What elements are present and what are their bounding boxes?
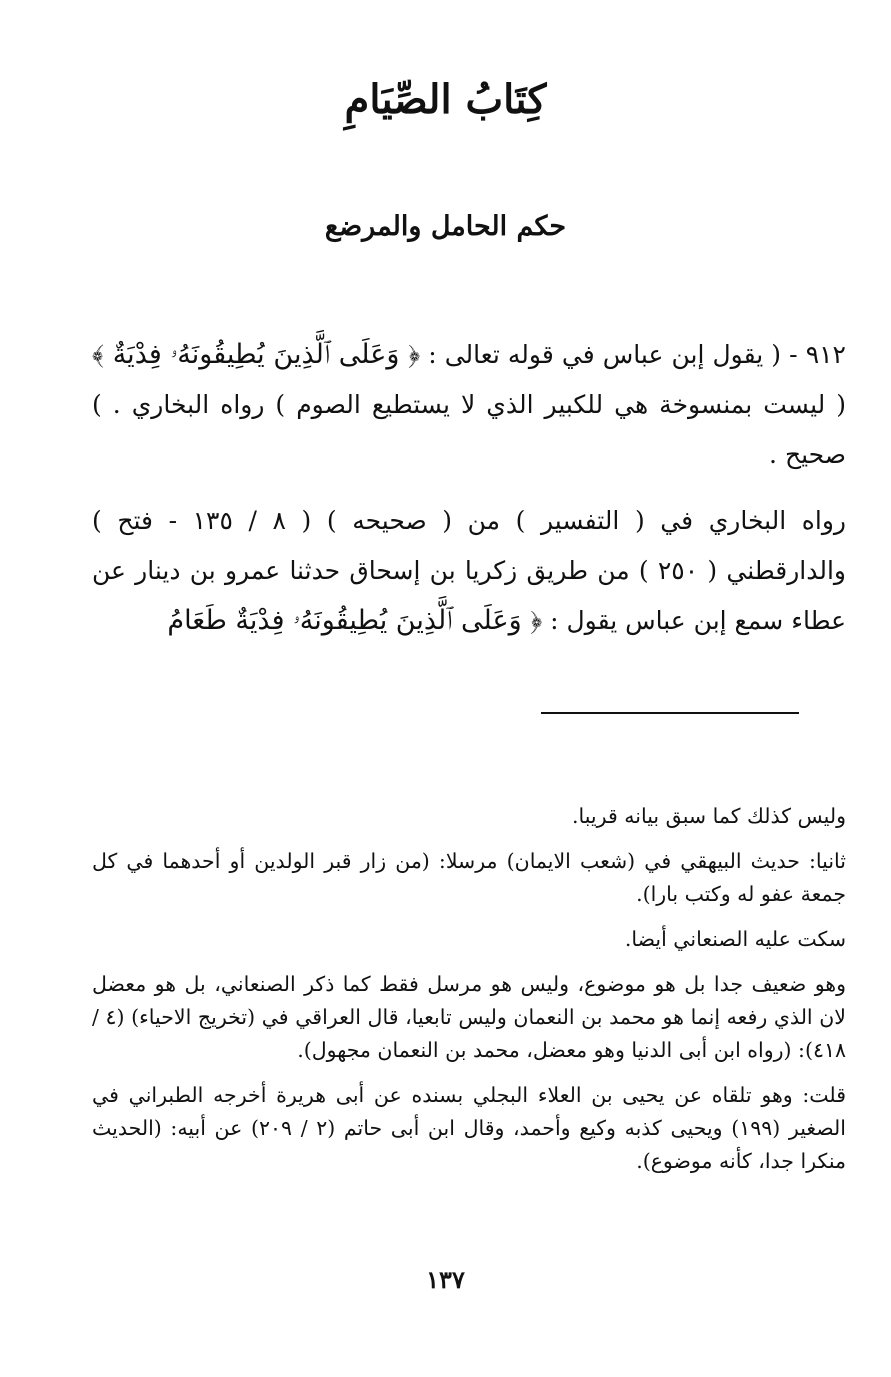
section-title: حكم الحامل والمرضع: [324, 211, 567, 242]
quran-verse-1: ﴿ وَعَلَى ٱلَّذِينَ يُطِيقُونَهُۥ فِدْيَةٌ ﴾: [92, 339, 421, 370]
footnote-3: سكت عليه الصنعاني أيضا.: [624, 927, 846, 951]
footnote-4: وهو ضعيف جدا بل هو موضوع، وليس هو مرسل فقط كما ذكر الصنعاني، بل هو معضل لان الذي رفعه إنما هو محمد بن النعمان وليس تابعيا، قال العراقي في (تخريج الاحياء) (٤ / ٤١٨): (رواه ابن أبى الدنيا وهو معضل، محمد بن النعمان مجهول).: [92, 972, 846, 1062]
page-number: ١٣٧: [426, 1265, 465, 1294]
hadith-text-ruling: ( ليست بمنسوخة هي للكبير الذي لا يستطيع الصوم ) رواه البخاري . ) صحيح .: [92, 390, 846, 469]
hadith-paragraph-1: [92, 330, 846, 480]
quran-verse-2: ﴿ وَعَلَى ٱلَّذِينَ يُطِيقُونَهُۥ فِدْيَةٌ طَعَامُ: [167, 605, 543, 636]
book-title: كِتَابُ الصِّيَامِ: [344, 76, 547, 123]
footnotes: [92, 800, 846, 1190]
hadith-body: [92, 330, 846, 662]
footnote-1: وليس كذلك كما سبق بيانه قريبا.: [571, 804, 846, 828]
footnote-divider: [541, 712, 799, 714]
hadith-paragraph-2: [92, 496, 846, 646]
hadith-text-intro: ٩١٢ - ( يقول إبن عباس في قوله تعالى :: [428, 340, 846, 369]
footnote-2: ثانيا: حديث البيهقي في (شعب الايمان) مرسلا: (من زار قبر الولدين أو أحدهما في كل جمعة عفو له وكتب بارا).: [92, 849, 846, 906]
footnote-5: قلت: وهو تلقاه عن يحيى بن العلاء البجلي بسنده عن أبى هريرة أخرجه الطبراني في الصغير (١٩٩) ويحيى كذبه وكيع وأحمد، وقال ابن أبى حاتم (٢ / ٢٠٩) عن أبيه: (الحديث منكرا جدا، كأنه موضوع).: [92, 1083, 846, 1173]
takhrij-text: رواه البخاري في ( التفسير ) من ( صحيحه ) ( ٨ / ١٣٥ - فتح ) والدارقطني ( ٢٥٠ ) من طريق زكريا بن إسحاق حدثنا عمرو بن دينار عن عطاء سمع إبن عباس يقول :: [92, 506, 846, 635]
